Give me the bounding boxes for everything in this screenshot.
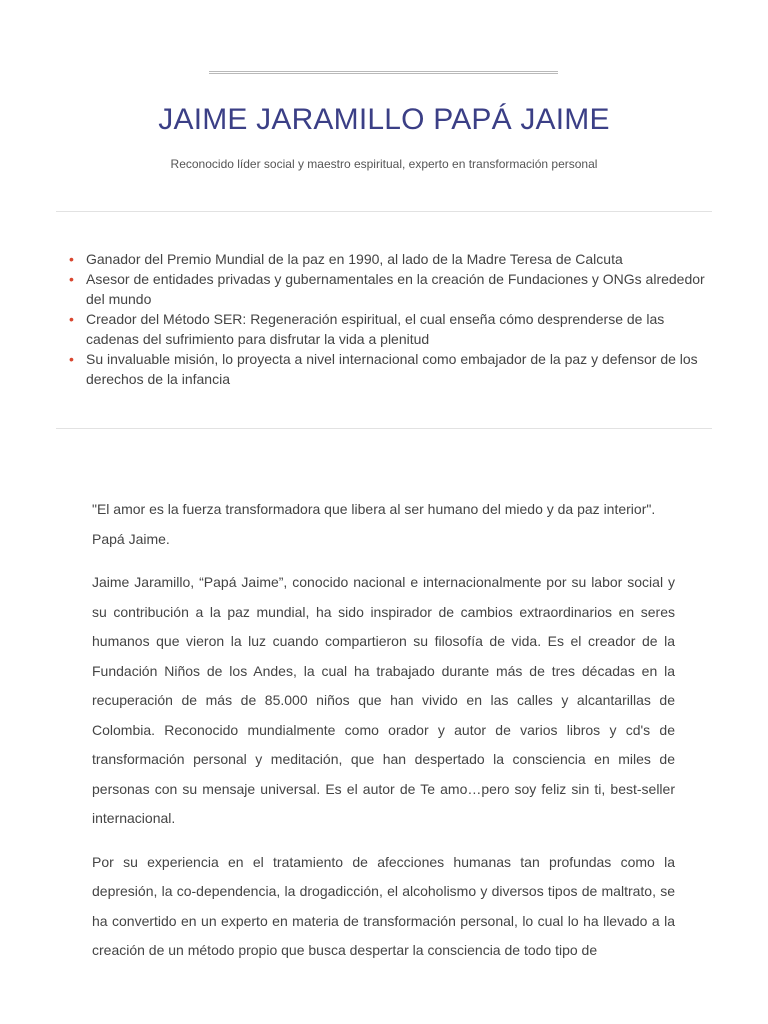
highlight-text: Ganador del Premio Mundial de la paz en 1990, al lado de la Madre Teresa de Calcuta <box>86 251 623 267</box>
article-body <box>92 495 675 980</box>
highlight-text: Su invaluable misión, lo proyecta a nivel internacional como embajador de la paz y defensor de los derechos de la infancia <box>86 351 698 387</box>
top-decorative-rule <box>209 71 558 74</box>
article-paragraph-2: Por su experiencia en el tratamiento de afecciones humanas tan profundas como la depresión, la co-dependencia, la drogadicción, el alcoholismo y diversos tipos de maltrato, se ha convertido en un experto en materia de transformación personal, lo cual lo ha llevado a la creación de un método propio que busca despertar la consciencia de todo tipo de <box>92 853 675 958</box>
highlight-item <box>68 249 718 269</box>
highlight-text: Creador del Método SER: Regeneración espiritual, el cual enseña cómo desprenderse de las cadenas del sufrimiento para disfrutar la vida a plenitud <box>86 311 665 347</box>
highlights-list <box>68 249 718 389</box>
bullet-dot-icon: • <box>69 251 74 267</box>
article-quote: "El amor es la fuerza transformadora que libera al ser humano del miedo y da paz interior". <box>92 501 656 517</box>
section-divider-top <box>56 211 712 212</box>
highlight-item <box>68 269 718 309</box>
quote-author: Papá Jaime. <box>92 530 170 547</box>
page-title: JAIME JARAMILLO PAPÁ JAIME <box>158 103 610 136</box>
section-divider-bottom <box>56 428 712 429</box>
highlight-text: Asesor de entidades privadas y gubernamentales en la creación de Fundaciones y ONGs alrededor del mundo <box>86 271 705 307</box>
article-paragraph-1: Jaime Jaramillo, “Papá Jaime”, conocido nacional e internacionalmente por su labor social y su contribución a la paz mundial, ha sido inspirador de cambios extraordinarios en seres humanos que vieron la luz cuando compartieron su filosofía de vida. Es el creador de la Fundación Niños de los Andes, la cual ha trabajado durante más de tres décadas en la recuperación de más de 85.000 niños que han vivido en las calles y alcantarillas de Colombia. Reconocido mundialmente como orador y autor de varios libros y cd's de transformación personal y meditación, que han despertado la consciencia en miles de personas con su mensaje universal. Es el autor de Te amo…pero soy feliz sin ti, best-seller internacional. <box>92 574 675 826</box>
page-subtitle: Reconocido líder social y maestro espiritual, experto en transformación personal <box>170 157 598 171</box>
highlight-item <box>68 349 718 389</box>
bullet-dot-icon: • <box>69 311 74 327</box>
bullet-dot-icon: • <box>69 351 74 367</box>
highlight-item <box>68 309 718 349</box>
bullet-dot-icon: • <box>69 271 74 287</box>
